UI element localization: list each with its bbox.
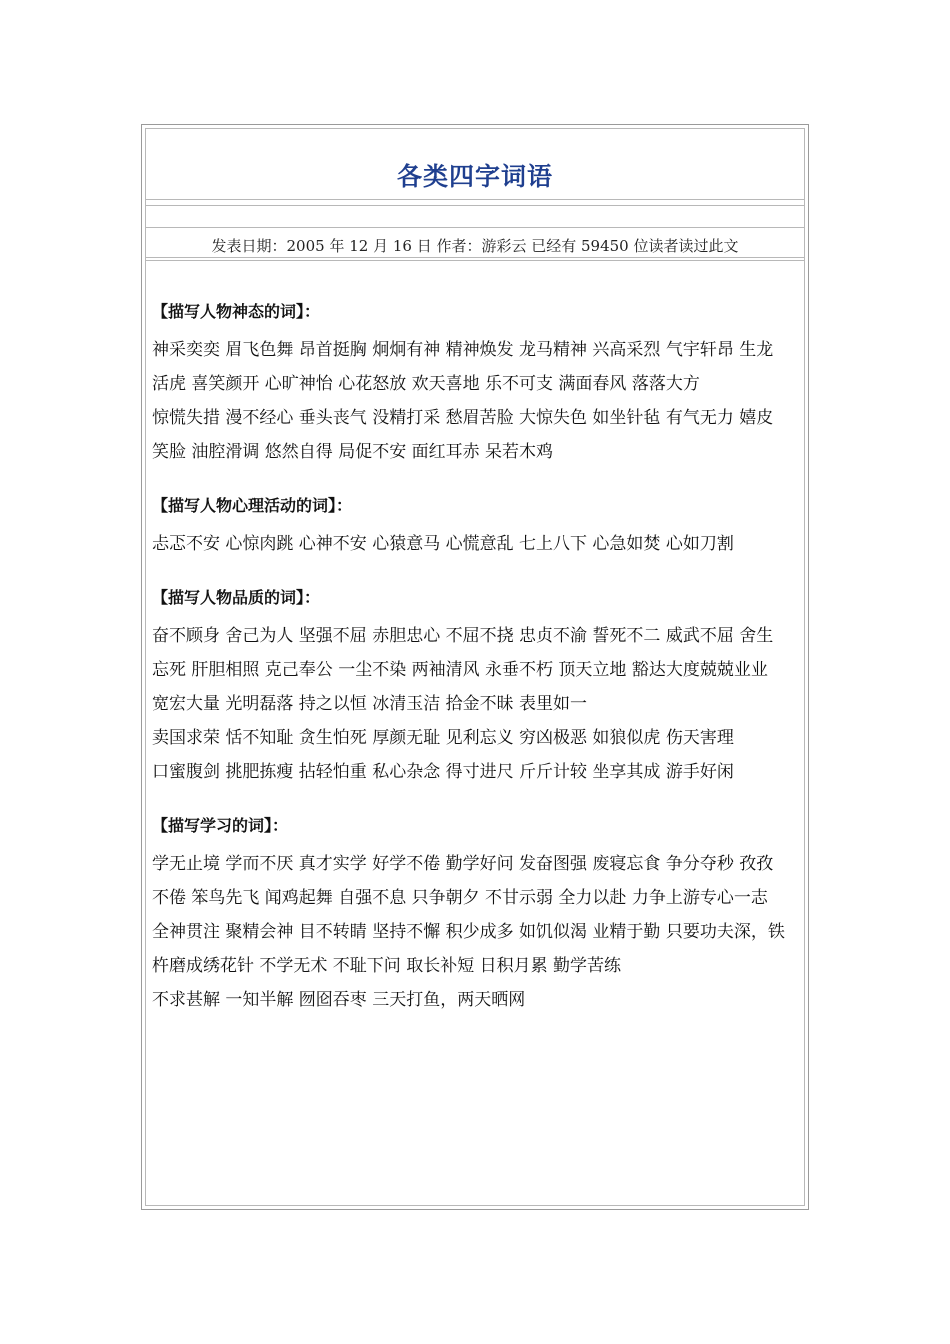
divider: [146, 257, 804, 258]
word-list: 奋不顾身 舍己为人 坚强不屈 赤胆忠心 不屈不挠 忠贞不渝 誓死不二 威武不屈 舍生忘死 肝胆相照 克己奉公 一尘不染 两袖清风 永垂不朽 顶天立地 豁达大度兢兢业业 宽宏大量 光明磊落 持之以恒 冰清玉洁 拾金不昧 表里如一: [152, 626, 774, 714]
title-cell: [146, 129, 804, 200]
word-list: 口蜜腹剑 挑肥拣瘦 拈轻怕重 私心杂念 得寸进尺 斤斤计较 坐享其成 游手好闲: [152, 762, 734, 782]
article-meta: 发表日期：2005 年 12 月 16 日 作者：游彩云 已经有 59450 位读者读过此文: [211, 237, 739, 255]
section-psychology: [152, 493, 790, 561]
divider: [146, 260, 804, 261]
article-table: [145, 128, 805, 1206]
section-demeanor: [152, 299, 790, 469]
section-heading: 【描写人物品质的词】：: [152, 588, 321, 607]
article-frame: [141, 124, 809, 1210]
word-list: 学无止境 学而不厌 真才实学 好学不倦 勤学好问 发奋图强 废寝忘食 争分夺秒 孜孜不倦 笨鸟先飞 闻鸡起舞 自强不息 只争朝夕 不甘示弱 全力以赴 力争上游专心一志 全神贯注 聚精会神 目不转睛 坚持不懈 积少成多 如饥似渴 业精于勤 只要功夫深，铁杵磨成绣花针 不学无术 不耻下问 取长补短 日积月累 勤学苦练: [152, 854, 785, 976]
article-title: 各类四字词语: [396, 162, 553, 191]
word-list: 惊慌失措 漫不经心 垂头丧气 没精打采 愁眉苦脸 大惊失色 如坐针毡 有气无力 嬉皮笑脸 油腔滑调 悠然自得 局促不安 面红耳赤 呆若木鸡: [152, 408, 774, 462]
section-heading: 【描写学习的词】：: [152, 816, 289, 835]
section-character: [152, 585, 790, 789]
divider: [146, 205, 804, 206]
section-heading: 【描写人物神态的词】：: [152, 302, 321, 321]
article-body: [152, 299, 790, 1041]
word-list: 卖国求荣 恬不知耻 贪生怕死 厚颜无耻 见利忘义 穷凶极恶 如狼似虎 伤天害理: [152, 728, 734, 748]
word-list: 不求甚解 一知半解 囫囵吞枣 三天打鱼，两天晒网: [152, 990, 526, 1010]
word-list: 神采奕奕 眉飞色舞 昂首挺胸 炯炯有神 精神焕发 龙马精神 兴高采烈 气宇轩昂 生龙活虎 喜笑颜开 心旷神怡 心花怒放 欢天喜地 乐不可支 满面春风 落落大方: [152, 340, 774, 394]
section-study: [152, 813, 790, 1017]
word-list: 忐忑不安 心惊肉跳 心神不安 心猿意马 心慌意乱 七上八下 心急如焚 心如刀割: [152, 534, 734, 554]
divider: [146, 227, 804, 228]
section-heading: 【描写人物心理活动的词】：: [152, 496, 353, 515]
